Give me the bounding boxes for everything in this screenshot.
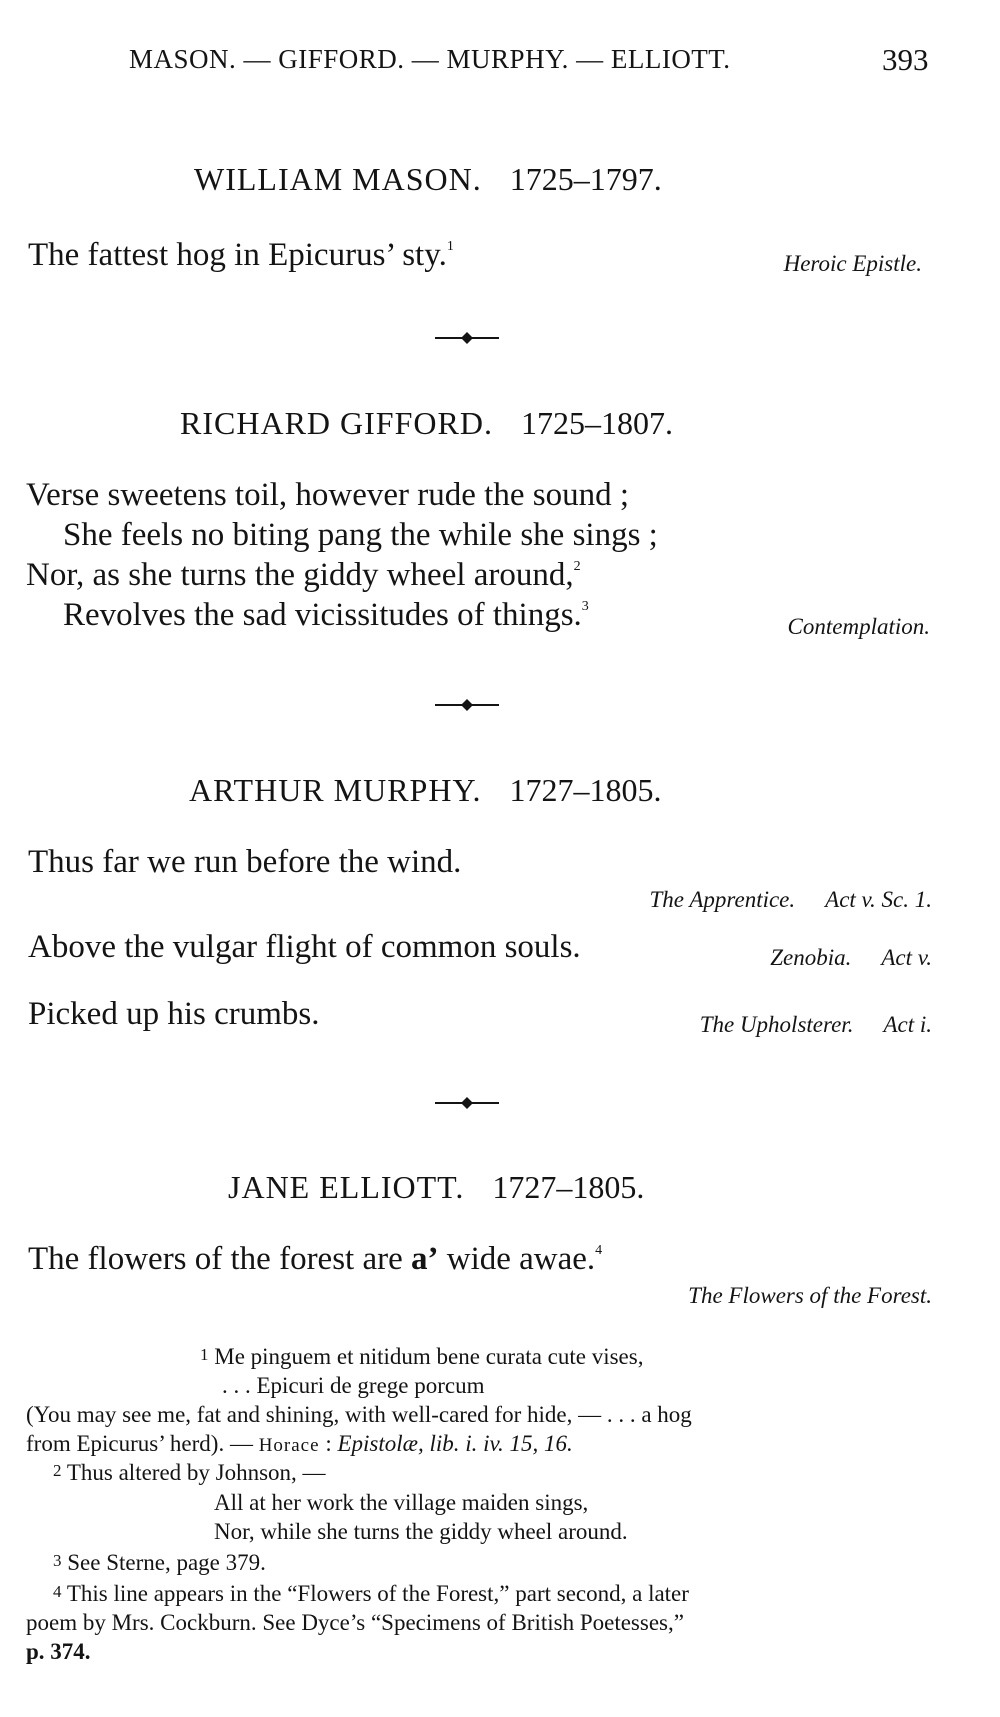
section-divider [435, 1095, 499, 1111]
footnote-ref: 1 [446, 239, 454, 254]
quote-line: Thus far we run before the wind. [28, 844, 462, 880]
footnote-1-latin-2: . . . Epicuri de grege porcum [222, 1373, 485, 1398]
source-act: Act v. Sc. 1. [825, 887, 932, 912]
footnote-text: Me pinguem et nitidum bene curata cute vises, [214, 1344, 644, 1369]
footnote-ref: 2 [573, 559, 581, 574]
footnote-text: Thus altered by Johnson, — [66, 1460, 326, 1485]
source-citation: Heroic Epistle. [783, 251, 922, 276]
footnote-ref: 3 [581, 599, 589, 614]
quote-line: Picked up his crumbs. [28, 996, 320, 1032]
source-act: Act i. [883, 1012, 932, 1037]
author-heading-gifford [180, 405, 673, 442]
author-heading-mason [194, 161, 662, 198]
quote-text: wide awae. [438, 1241, 596, 1277]
author-years: 1725–1797. [509, 161, 662, 197]
author-years: 1727–1805. [492, 1169, 645, 1205]
author-name: RICHARD GIFFORD. [180, 405, 493, 441]
source-work: Zenobia. [770, 945, 852, 970]
footnote-text: This line appears in the “Flowers of the Forest,” part second, a later [66, 1581, 689, 1606]
author-heading-murphy [189, 772, 661, 809]
dialect-word: a’ [411, 1241, 439, 1277]
footnote-2-verse: Nor, while she turns the giddy wheel around. [214, 1519, 628, 1544]
footnote-text: : [319, 1431, 338, 1456]
source-citation: The Flowers of the Forest. [688, 1283, 932, 1308]
section-divider [435, 697, 499, 713]
verse-line: She feels no biting pang the while she sings ; [63, 517, 658, 553]
quote-line [28, 237, 454, 274]
footnote-number: 1 [200, 1345, 209, 1364]
footnote-1-translation: (You may see me, fat and shining, with well-cared for hide, — . . . a hog [26, 1402, 692, 1427]
footnote-text: See Sterne, page 379. [67, 1550, 266, 1575]
author-heading-elliott [228, 1169, 644, 1206]
footnote-text: from Epicurus’ herd). — [26, 1431, 259, 1456]
footnote-number: 4 [53, 1582, 62, 1601]
source-work: The Upholsterer. [699, 1012, 854, 1037]
footnote-ref: 4 [595, 1243, 603, 1258]
source-citation [650, 887, 933, 913]
author-years: 1725–1807. [520, 405, 673, 441]
verse-text: Nor, as she turns the giddy wheel around, [26, 557, 574, 593]
footnote-number: 3 [53, 1551, 62, 1570]
quote-line [28, 1241, 602, 1278]
verse-text: Revolves the sad vicissitudes of things. [63, 597, 582, 633]
author-years: 1727–1805. [509, 772, 662, 808]
running-header: MASON. — GIFFORD. — MURPHY. — ELLIOTT. [129, 44, 731, 74]
author-name: WILLIAM MASON. [194, 161, 482, 197]
verse-line [26, 557, 581, 594]
footnote-4-page: p. 374. [26, 1639, 91, 1664]
section-divider [435, 330, 499, 346]
footnote-4-cont: poem by Mrs. Cockburn. See Dyce’s “Specimens of British Poetesses,” [26, 1610, 684, 1635]
footnote-2-verse: All at her work the village maiden sings, [214, 1490, 589, 1515]
cited-author: Horace [258, 1435, 320, 1456]
source-work: The Apprentice. [649, 887, 796, 912]
footnote-3 [53, 1550, 266, 1576]
author-name: JANE ELLIOTT. [228, 1169, 465, 1205]
verse-line: Verse sweetens toil, however rude the sound ; [26, 477, 630, 513]
footnote-number: 2 [53, 1461, 62, 1480]
quote-text: The fattest hog in Epicurus’ sty. [28, 237, 447, 273]
source-citation [700, 1012, 932, 1038]
cited-work: Epistolæ, lib. i. iv. 15, 16. [337, 1431, 573, 1456]
footnote-1-citation [26, 1431, 573, 1457]
footnote-4 [53, 1581, 689, 1607]
source-citation [770, 945, 932, 971]
source-citation: Contemplation. [787, 614, 930, 639]
quote-text: The flowers of the forest are [28, 1241, 411, 1277]
quote-line: Above the vulgar flight of common souls. [28, 929, 581, 965]
verse-line [63, 597, 589, 634]
source-act: Act v. [881, 945, 932, 970]
footnote-2 [53, 1460, 326, 1486]
page-number: 393 [882, 42, 929, 77]
footnote-1-latin [200, 1344, 643, 1370]
author-name: ARTHUR MURPHY. [189, 772, 482, 808]
